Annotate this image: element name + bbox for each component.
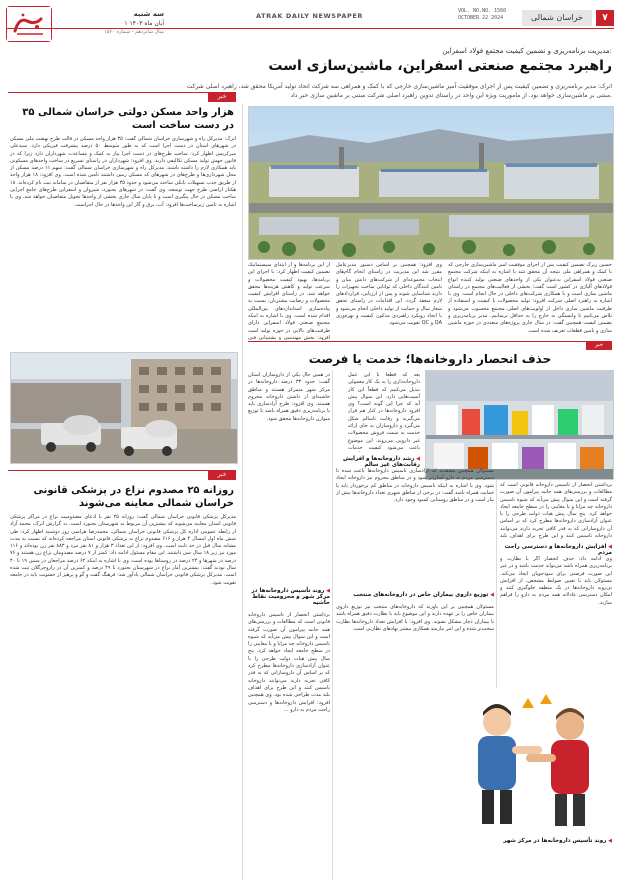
arguing-people-cartoon bbox=[452, 690, 612, 830]
pharmacy-photo bbox=[425, 370, 614, 480]
left-bottom-title: روزانه ۲۵ مصدوم نزاع در پزشکی قانونی خراسان شمالی معاینه می‌شوند bbox=[33, 485, 234, 509]
mid-column-1b: وی ادامه داد: حذف انحصار اگر با نظارت و برنامه‌ریزی همراه باشد می‌تواند خدمت باشد و در غیر این صورت فرصتی برای سودجویان ایجاد می‌کند. مسئولان باید با تعیین ضوابط مشخص، از افزایش بی‌رویه داروخانه‌ها در یک منطقه جلوگیری کنند و امکان دسترسی عادلانه همه مردم به دارو را فراهم سازند. bbox=[500, 556, 612, 606]
header-rule bbox=[6, 28, 614, 29]
volume-date: OCTOBER 22 2024 bbox=[458, 15, 504, 21]
left-top-title: ۳۵ هزار واحد مسکن دولتی خراسان شمالی در دست ساخت است bbox=[22, 107, 234, 131]
mid-column-1: برداشتن انحصار از تأسیس داروخانه قانونی است که مطالعات و بررسی‌های همه جانبه پیرامون آن صورت گرفته است و این سوال پیش می‌آید که شیوه تاسیس داروخانه چه مزایا و یا معایبی را در سطح جامعه ایجاد خواهد کرد. پنج سال پیش هیات دولت طرحی را با عنوان آزادسازی داروخانه‌ها مطرح کرد که بر اساس آن داروسازانی که به قدر کافی تجربه دارند می‌توانند داروخانه تاسیس کنند و این طرح برای اهداف بلند bbox=[500, 482, 612, 540]
page-number: ۷ bbox=[596, 10, 614, 26]
mid-column-2: بعد که قطعاً با این عمل داروخانه‌داری را به یک کار معمولی تبدیل می‌کنیم که قطعاً این کار آسیب‌هایی دارد. این سوال پیش آید که چرا این گونه است؟ وی افزود داروخانه‌ها در کنار هم قرار می‌گیرند و رقابت ناسالم شکل می‌گیرد و داروسازان به جای ارائه خدمت به سمت فروش محصولات غیر دارویی می‌روند. این موضوع باعث می‌شود کیفیت خدمات bbox=[348, 372, 420, 451]
factory-aerial-image bbox=[249, 107, 613, 259]
factory-photo bbox=[248, 106, 614, 260]
mid-divider-1 bbox=[332, 370, 333, 880]
left-top-tag-label: خبر bbox=[208, 92, 236, 102]
issue-date: ۱ آبان ماه ۱۴۰۳ bbox=[124, 20, 164, 27]
mid-column-4: مسئولان همچنین بر این باورند که داروخانه‌های منتخب نیز توزیع داروی بیماران خاص را بر عهده دارند و این موضوع باید با نظارت دقیق همراه باشد تا بیماران دچار مشکل نشوند. وی افزود: با افزایش تعداد داروخانه‌ها نظارت سخت‌تر شده و این امر نیازمند همکاری بیشتر نهادهای نظارتی است. bbox=[336, 604, 494, 632]
mid-subheading-1: ◀ افزایش داروخانه‌ها و دسترسی راحت مردم bbox=[500, 544, 612, 556]
mid-subheading-5: ◀ روند تأسیس داروخانه‌ها در مرکز شهر bbox=[452, 838, 612, 844]
lead-title: راهبرد مجتمع صنعتی اسفراین، ماشین‌سازی است bbox=[268, 58, 612, 74]
pharmacy-shelf-image bbox=[426, 371, 613, 479]
lead-column-c: از این برنامه‌ها و از ابتدای سیستماتیک تضمین کیفیت اظهار کرد: با اجرای این برنامه‌ها، بهبود کیفیت محصولات و سرعت تولید و کاهش هزینه‌ها محقق خواهد شد. در راستای افزایش کیفیت محصولات و رضایت مشتریان، نسبت به پیاده‌سازی استانداردهای بین‌المللی اقدام شده است. وی با اشاره به اینکه مجتمع صنعتی فولاد اسفراین دارای ظرفیت‌های بالایی در حوزه تولید است افزود: بخش مهندسی و پشتیبانی فنی bbox=[248, 262, 330, 340]
mid-tag-label: خبر bbox=[586, 341, 612, 350]
mid-subheading-2: ◀ رشد داروخانه‌ها و افزایش رقابت‌های غیر سالم bbox=[336, 456, 420, 468]
left-bottom-tag bbox=[8, 470, 236, 481]
mid-divider-2 bbox=[496, 480, 497, 688]
mid-title: حذف انحصار داروخانه‌ها؛ خدمت یا فرصت bbox=[308, 352, 552, 366]
mid-column-6: برداشتن انحصار از تأسیس داروخانه قانونی است که مطالعات و بررسی‌های همه جانبه پیرامون آن صورت گرفته است و این سوال پیش می‌آید که شیوه تاسیس داروخانه چه مزایا و یا معایبی را در سطح جامعه ایجاد خواهد کرد. پنج سال پیش هیات دولت طرحی را با عنوان آزادسازی داروخانه‌ها مطرح کرد که بر اساس آن داروسازانی که به قدر کافی تجربه دارند می‌توانند داروخانه تاسیس کنند و این طرح برای اهداف بلند مدت طراحی شده بود. وی همچنین افزود: افزایش داروخانه‌ها و دسترسی راحت مردم به دارو ... bbox=[248, 612, 330, 713]
lead-column-b: وی افزود: همچنین بر اساس دستور مدیرعامل مقرر شد این مدیریت در راستای انجام گام‌های انتخاب مجموعه‌ای از شرکت‌های دانش بنیان و تامین کنندگان داخلی که توانایی ساخت تجهیزات را دارند شناسایی شوند و پس از ارزیابی، قراردادهای لازم منعقد گردد. این اقدامات در راستای تحقق شعار سال و حمایت از تولید داخلی انجام می‌شود و با اتخاذ رویکرد راهبردی مذکور، کیفیت و بهره‌وری QA و QC تقویت می‌شود. bbox=[336, 262, 442, 327]
mid-tag bbox=[248, 341, 612, 351]
construction-site-image bbox=[11, 353, 237, 463]
cartoon-photo bbox=[452, 690, 612, 830]
issue-day: سه شنبه bbox=[133, 10, 164, 18]
issue-date-box bbox=[54, 10, 164, 37]
page-header bbox=[6, 6, 614, 44]
issue-number: سال شانزدهم - شماره ۱۵۶۰ bbox=[104, 29, 164, 35]
lead-kicker: مدیریت برنامه‌ریزی و تضمین کیفیت مجتمع فولاد اسفراین: bbox=[442, 47, 612, 55]
mid-column-5: در همین حال یکی از داروسازان استان گفت: حدود ۳۳ درصد داروخانه‌ها در مرکز شهر متمرکز هستند و مناطق حاشیه‌ای از داشتن داروخانه محروم هستند. وی افزود: طرح آزادسازی باید با برنامه‌ریزی دقیق همراه باشد تا توزیع متوازن داروخانه‌ها محقق شود. bbox=[248, 372, 330, 422]
atrak-logo-icon bbox=[7, 7, 51, 41]
mid-subheading-3: ◀ توزیع داروی بیماران خاص در داروخانه‌های منتخب bbox=[336, 592, 494, 598]
mid-subheading-4: ◀ روند تأسیس داروخانه‌ها در مرکز شهر و محرومیت نقاط حاشیه bbox=[248, 588, 330, 606]
left-top-tag bbox=[8, 92, 236, 103]
mid-column-3: مسئولان همچنین معتقدند که آزادسازی تاسیس داروخانه‌ها باعث شده تا دسترسی مردم به دارو آسان‌تر شود و در مناطق محروم نیز داروخانه ایجاد شود. وی با اشاره به اینکه تاسیس داروخانه در مناطق کم برخوردار باید با حمایت همراه باشد گفت: در برخی از مناطق شهری تعداد داروخانه‌ها بیش از نیاز است و در مناطق روستایی کمبود وجود دارد. bbox=[336, 468, 494, 504]
left-bottom-tag-label: خبر bbox=[208, 470, 236, 480]
left-bottom-body: مدیرکل پزشکی قانونی خراسان شمالی گفت: روزانه ۲۵ نفر با ادعای مصدومیت نزاع در مراکز پزشکی قانونی استان معاینه می‌شوند که بیشترین آن مربوط به شهرستان بجنورد است. به گزارش اترک، محمد آزاد ار رابطه عمومی اداره کل پزشکی قانونی خراسان شمالی، محمدرضا هراسی روز دوشنبه اظهار کرد: طی شش ماه اول امسال ۴ هزار و ۶۱۶ مصدوم نزاع به پزشکی قانونی استان مراجعه کرده‌اند که نسبت به مدت مشابه سال قبل در حد ثابت است. وی افزود: از این تعداد ۳ هزار و ۸۱ نفر مرد و ۸۸۳ نفر زن بوده‌اند و ۱۱۶ مورد نیز زیر ۱۸ سال سن داشتند. این مقام مسئول ادامه داد: کمتر از ۷ درصد مصدومان نزاع زن هستند و ۷۶ درصد در شهرها و ۲۴ درصد در روستاها بوده است. وی با اشاره به اینکه ۶۴ درصد مراجعان در سنین ۱۹ تا ۴۰ سال بودند گفت: بیشترین آمار نزاع در شهرستان بجنورد با ۴۹ درصد و کمترین آن در رازوجرگلان ثبت شده است. مدیرکل پزشکی قانونی خراسان شمالی یادآور شد: فرهنگ گفت و گو و پرهیز از خشونت باید در جامعه تقویت شود. bbox=[10, 514, 236, 586]
lead-summary: اترک: مدیر برنامه‌ریزی و تضمین کیفیت پس از اجرای موفقیت آمیز ماشین‌سازی خارجی که با کمک و همراهی سه شرکت اتحاد تولید آمریکا محقق شد، راهبرد اصلی شرکت مبتنی بر ماشین‌سازی خواهد بود. از ماموریت ویژه این واحد در راستای تدوین راهبرد اصلی شرکت مبتنی بر ماشین سازی خبر داد. bbox=[186, 83, 612, 99]
volume-number: VOL. NO.NO. 1560 bbox=[458, 8, 507, 14]
section-name: خراسان شمالی bbox=[522, 10, 592, 26]
lead-column-a: حسین زیرک تضمین کیفیت پس از اجرای موفقیت آمیز ماشین‌سازی خارجی که با کمک و همراهی ملی نتیجه آن محقق شد با اشاره به اینکه شرکت مجتمع صنعتی فولاد اسفراین به‌عنوان یکی از واحدهای صنعتی تولید کننده انواع فولادهای آلیاژی در کشور است گفت: بخشی از فعالیت‌های مجتمع در راستای ماشین سازی است و با همکاری شرکت‌های داخلی در حال انجام است. وی با اشاره به راهبرد اصلی شرکت افزود: تولید محصولات با کیفیت و استفاده از ظرفیت ماشین سازی داخل از اولویت‌های اصلی مجتمع محسوب می‌شود و تلاش می‌کنیم تا وابستگی به خارج را به حداقل برسانیم. مدیر برنامه‌ریزی و تضمین کیفیت همچنین گفت: در سال جاری پروژه‌های متعددی در حوزه ماشین سازی و تامین قطعات تعریف شده است. bbox=[448, 262, 612, 334]
left-top-body: اترک: مدیرکل راه و شهرسازی خراسان شمالی گفت: ۳۵ هزار واحد مسکن در قالب طرح نهضت ملی مسکن در شهرهای استان در دست اجرا است که به طور متوسط ۵۰ درصد پیشرفت فیزیکی دارد. سیدعلی میرکریمی اظهار کرد: ساخت طرح‌های در دست اجرا نیاز به کمک و مساعدت شهرداران دارد زیرا که در قانون جهش تولید مسکن تکالیفی دارند. وی افزود: شهرداران در راستای تسریع در ساخت واحدهای مسکونی باید همکاری لازم را داشته باشند. مدیرکل راه و شهرسازی خراسان شمالی گفت: سهم ۱۱ درصد مسکن از محل شهرداری‌ها و طرح‌های در شهرهای که مسکن زمین داشتند تامین شده است. وی افزود: ۱۸ هزار واحد از طریق جذب تسهیلات بانکی ساخته می‌شود و حدود ۳۵ هزار نفر از متقاضیان در سامانه ثبت نام کرده‌اند. ۱۸ هکتار اراضی طرح جهت توسعه، وی گفت: در شهرهای بجنورد، شیروان و اسفراین طرح‌های جامع اجرایی ساخت مسکن در حال پیگیری است و تا پایان سال جاری بخشی از واحدها تحویل متقاضیان خواهد شد. وی با اشاره به تامین زیرساخت‌ها افزود: آب، برق و گاز این واحدها در حال اجراست. bbox=[10, 136, 236, 208]
construction-photo bbox=[10, 352, 238, 464]
paper-name: ATRAK DAILY NEWSPAPER bbox=[256, 12, 363, 20]
paper-logo bbox=[6, 6, 52, 42]
column-divider-main bbox=[242, 104, 243, 880]
volume-info bbox=[458, 8, 518, 22]
